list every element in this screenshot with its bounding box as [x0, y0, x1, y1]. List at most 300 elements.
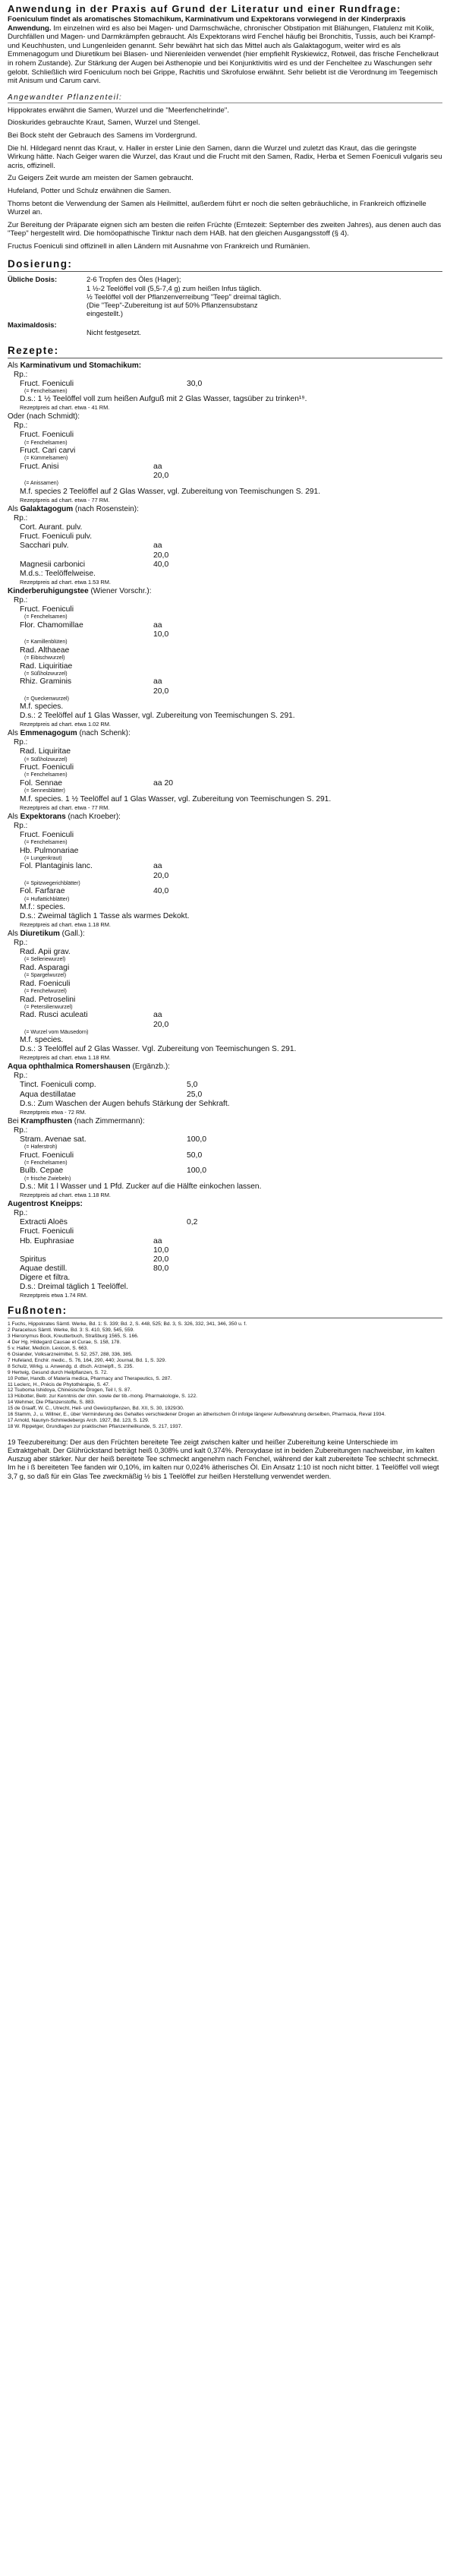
- ingredient-amount: [153, 996, 187, 1005]
- recipe-heading-bold: Karminativum und Stomachikum:: [20, 361, 142, 370]
- ingredient-row: [20, 431, 442, 440]
- ingredient-name: Aquae destill.: [20, 1264, 68, 1274]
- recipe-heading-post: (Gall.):: [59, 930, 85, 939]
- ingredient-quantity: [187, 646, 232, 655]
- ingredient-row: [20, 646, 442, 655]
- recipe-heading-pre: Als: [8, 505, 20, 514]
- ingredient-row: [20, 551, 442, 560]
- ingredient-row: [20, 523, 442, 532]
- ingredient-name: Stram. Avenae sat.: [20, 1135, 87, 1144]
- ingredient-quantity: [187, 447, 232, 456]
- recipe-heading-pre: Als: [8, 930, 20, 939]
- ingredient-name: [20, 630, 153, 639]
- ingredient-row: [20, 630, 442, 639]
- ingredient-name: Tinct. Foeniculi comp.: [20, 1081, 96, 1090]
- footnote: 8 Schulz, Wirkg. u. Anwendg. d. dtsch. Arzneipfl., S. 235.: [8, 1363, 134, 1369]
- footnote: 7 Hufeland, Enchir. medic., S. 76, 164, 290, 440; Journal, Bd. 1, S. 329.: [8, 1357, 166, 1363]
- recipe-heading: [8, 729, 442, 738]
- ingredient-name: Rad. Petroselini: [20, 995, 76, 1004]
- footnote: 9 Hertwig, Gesund durch Heilpflanzen, S. 72.: [8, 1369, 108, 1375]
- ingredient-row: [20, 1255, 442, 1264]
- uses-paragraph: Dioskurides gebrauchte Kraut, Samen, Wurzel und Stengel.: [8, 118, 200, 128]
- ingredient-amount: aa: [153, 620, 162, 630]
- ingredient-amount: [153, 662, 187, 671]
- dosage-usual-line: eingestellt.): [87, 309, 123, 318]
- dosage-usual-line: ½ Teelöffel voll der Pflanzenverreibung "Teep" dreimal täglich.: [87, 292, 282, 301]
- ingredient-name: Spiritus: [20, 1255, 46, 1264]
- ingredient-row: [20, 1227, 442, 1236]
- ingredient-name: Rad. Althaeae: [20, 646, 70, 655]
- recipe-heading-bold: Aqua ophthalmica Romershausen: [8, 1062, 131, 1072]
- ingredient-amount: [153, 1166, 187, 1176]
- ingredient-name: [20, 872, 153, 881]
- ingredient-note: (= Kamillenblüten): [24, 639, 68, 646]
- footnote: 1 Fuchs, Hippokrates Sämtl. Werke, Bd. 1: S. 339; Bd. 2, S. 448, 525; Bd. 3, S. 326, 332, 341, 346, 350 u. f.: [8, 1321, 247, 1327]
- ingredient-amount: [153, 1218, 187, 1227]
- ingredient-amount: aa: [153, 541, 162, 551]
- ingredient-quantity: [187, 747, 232, 756]
- recipe-instruction: D.s.: Mit 1 l Wasser und 1 Pfd. Zucker auf die Hälfte einkochen lassen.: [20, 1182, 262, 1192]
- ingredient-row: [20, 996, 442, 1005]
- recipe-heading-bold: Diuretikum: [20, 930, 60, 939]
- ingredient-quantity: [187, 560, 232, 570]
- ingredient-name: Fruct. Foeniculi: [20, 431, 74, 440]
- ingredient-row: [20, 1081, 442, 1090]
- ingredient-quantity: 25,0: [187, 1090, 203, 1099]
- ingredient-quantity: [187, 1011, 232, 1020]
- ingredient-amount: 10,0: [153, 1245, 169, 1255]
- recipe-heading: [8, 505, 442, 514]
- ingredient-amount: [153, 763, 187, 772]
- ingredient-quantity: [187, 677, 232, 687]
- dosage-max-value: Nicht festgesetzt.: [87, 328, 141, 337]
- recipe-instruction: M.f. species.: [20, 702, 64, 712]
- recipe-price: Rezeptpreis ad chart. etwa - 77 RM.: [20, 803, 110, 811]
- ingredient-row: [20, 677, 442, 687]
- recipe-heading-bold: Emmenagogum: [20, 729, 77, 738]
- ingredient-note: (= Kümmelsamen): [24, 456, 68, 462]
- uses-list: [8, 106, 442, 251]
- recipe-price: Rezeptpreis ad chart. etwa - 41 RM.: [20, 404, 110, 412]
- ingredient-quantity: 30,0: [187, 379, 203, 388]
- footnote-19-paragraph: 19 Teezubereitung: Der aus den Früchten bereitete Tee zeigt zwischen kalter und heißer Zubereitung keine Unterschiede im Extraktgehalt. Der Glührückstand beträgt heiß 0,308% und kalt 0,374%. Peroxydase ist in beiden Zubereitungen nachweisbar, im kalten Auszug aber stärker. Nur der heiß bereitete Tee schmeckt angenehm nach Fenchel, während der kalt zubereitete Tee schlecht schmeckt. Im he i ß bereiteten Tee fanden wir 0,10%, im kalten nur 0,024% ätherisches Öl. Ein Ansatz 1:10 ist noch nicht bitter. 1 Teelöffel voll wiegt 3,7 g, so daß für ein Glas Tee zweckmäßig ½ bis 1 Teelöffel zur heißen Herstellung verwendet werden.: [8, 1437, 439, 1480]
- ingredient-note: (= Süßholzwurzel): [24, 756, 68, 762]
- footnote: 3 Hieronymus Bock, Kreutterbuch, Straßburg 1565, S. 166.: [8, 1334, 139, 1340]
- ingredient-row: [20, 964, 442, 973]
- ingredient-row: [20, 1264, 442, 1274]
- recipe-heading-bold: Expektorans: [20, 812, 66, 821]
- recipe-rp: Rp.:: [14, 1072, 28, 1081]
- ingredient-row: [20, 948, 442, 957]
- ingredient-amount: [153, 1227, 187, 1236]
- ingredient-name: Flor. Chamomillae: [20, 620, 83, 630]
- ingredient-name: Rad. Apii grav.: [20, 948, 71, 957]
- ingredient-name: Rad. Foeniculi: [20, 979, 71, 988]
- ingredient-note: (= Spitzwegerichblätter): [24, 880, 80, 886]
- ingredient-name: Rhiz. Graminis: [20, 677, 72, 687]
- ingredient-row: [20, 1151, 442, 1160]
- ingredient-note: (= Eibischwurzel): [24, 655, 65, 661]
- ingredient-row: [20, 621, 442, 630]
- recipes-list: [8, 361, 442, 1299]
- recipe-block: [8, 1200, 442, 1299]
- uses-paragraph: Thoms betont die Verwendung der Samen als Heilmittel, außerdem führt er noch die selten gebräuchliche, in Frankreich offizinelle Wurzel an.: [8, 199, 426, 217]
- recipe-instruction: D.s.: 1 ½ Teelöffel voll zum heißen Aufguß mit 2 Glas Wasser, tagsüber zu trinken¹⁹.: [20, 395, 307, 404]
- dosage-heading: Dosierung:: [8, 258, 442, 272]
- ingredient-quantity: [187, 687, 232, 696]
- ingredient-amount: [153, 964, 187, 973]
- ingredient-note: (= Queckenwurzel): [24, 696, 69, 702]
- recipe-price: Rezeptpreis ad chart. etwa 1.18 RM.: [20, 921, 111, 929]
- recipe-heading-pre: Oder (nach Schmidt):: [8, 412, 80, 421]
- ingredient-quantity: [187, 462, 232, 472]
- ingredient-note: (= Spargelwurzel): [24, 973, 67, 979]
- recipe-instruction: M.d.s.: Teelöffelweise.: [20, 570, 96, 579]
- recipe-instruction: M.f.: species.: [20, 903, 66, 912]
- document-title: Anwendung in der Praxis auf Grund der Literatur und einer Rundfrage:: [8, 3, 401, 14]
- ingredient-quantity: [187, 847, 232, 856]
- ingredient-quantity: [187, 1246, 232, 1255]
- ingredient-amount: 40,0: [153, 887, 169, 896]
- recipe-block: [8, 729, 442, 810]
- recipe-instruction: D.s.: 3 Teelöffel auf 2 Glas Wasser. Vgl. Zubereitung von Teemischungen S. 291.: [20, 1045, 297, 1054]
- ingredient-row: [20, 1011, 442, 1020]
- ingredient-name: Rad. Rusci aculeati: [20, 1011, 88, 1020]
- footnote: 18 W. Rippetger, Grundlagen zur praktischen Pflanzenheilkunde, S. 217, 1937.: [8, 1423, 183, 1429]
- ingredient-quantity: 5,0: [187, 1081, 198, 1090]
- ingredient-row: [20, 1166, 442, 1176]
- ingredient-row: [20, 605, 442, 614]
- recipe-price: Rezeptpreis etwa - 72 RM.: [20, 1108, 87, 1116]
- dosage-usual-line: 1 ½-2 Teelöffel voll (5,5-7,4 g) zum heißen Infus täglich.: [87, 283, 262, 292]
- ingredient-amount: [153, 1135, 187, 1144]
- ingredient-name: Rad. Asparagi: [20, 964, 70, 973]
- footnote: 10 Potter, Handb. of Materia medica, Pharmacy and Therapeutics, S. 287.: [8, 1375, 172, 1381]
- ingredient-amount: aa: [153, 862, 162, 871]
- ingredient-amount: [153, 1151, 187, 1160]
- recipe-heading: [8, 813, 442, 822]
- ingredient-row: [20, 447, 442, 456]
- ingredient-quantity: 50,0: [187, 1151, 203, 1160]
- ingredient-quantity: [187, 1264, 232, 1274]
- ingredient-name: Fruct. Foeniculi: [20, 605, 74, 614]
- ingredient-name: Magnesii carbonici: [20, 560, 86, 569]
- ingredient-amount: [153, 431, 187, 440]
- ingredient-amount: 20,0: [153, 1255, 169, 1264]
- ingredient-quantity: [187, 948, 232, 957]
- ingredient-amount: [153, 380, 187, 389]
- ingredient-amount: 20,0: [153, 871, 169, 880]
- ingredient-note: (= Selleriewurzel): [24, 957, 66, 963]
- ingredient-quantity: [187, 996, 232, 1005]
- recipe-instruction: M.f. species 2 Teelöffel auf 2 Glas Wasser, vgl. Zubereitung von Teemischungen S. 291.: [20, 488, 321, 497]
- ingredient-row: [20, 847, 442, 856]
- ingredient-amount: aa: [153, 462, 162, 472]
- ingredient-name: Fruct. Foeniculi: [20, 830, 74, 839]
- ingredient-row: [20, 1021, 442, 1030]
- recipe-rp: Rp.:: [14, 821, 28, 830]
- ingredient-quantity: [187, 1255, 232, 1264]
- recipe-rp: Rp.:: [14, 1125, 28, 1135]
- ingredient-name: [20, 551, 153, 560]
- ingredient-row: [20, 779, 442, 788]
- recipe-heading-pre: Als: [8, 729, 20, 738]
- ingredient-name: Fruct. Foeniculi: [20, 379, 74, 388]
- dosage-usual-line: (Die "Teep"-Zubereitung ist auf 50% Pflanzensubstanz: [87, 301, 258, 310]
- ingredient-row: [20, 980, 442, 989]
- recipe-heading-post: (Wiener Vorschr.):: [88, 587, 152, 596]
- ingredient-row: [20, 541, 442, 551]
- recipe-heading-post: (nach Zimmermann):: [72, 1116, 145, 1125]
- ingredient-row: [20, 831, 442, 840]
- uses-heading: Angewandter Pflanzenteil:: [8, 93, 442, 103]
- uses-paragraph: Hufeland, Potter und Schulz erwähnen die Samen.: [8, 186, 172, 195]
- footnote: 2 Paracelsus Sämtl. Werke, Bd. 3: S. 410, 539, 545, 559.: [8, 1327, 135, 1334]
- ingredient-row: [20, 380, 442, 389]
- ingredient-name: Extracti Aloës: [20, 1218, 68, 1227]
- ingredient-name: Sacchari pulv.: [20, 541, 69, 551]
- recipe-price: Rezeptpreis etwa 1.74 RM.: [20, 1292, 88, 1299]
- ingredient-quantity: [187, 662, 232, 671]
- recipe-instruction: M.f. species.: [20, 1036, 64, 1045]
- ingredient-quantity: [187, 523, 232, 532]
- ingredient-note: (= Fenchelsamen): [24, 772, 68, 778]
- uses-paragraph: Zur Bereitung der Präparate eignen sich am besten die reifen Früchte (Erntezeit: September des zweiten Jahres), aus denen auch das "Teep" hergestellt wird. Die homöopathische Tinktur nach dem HAB. hat den gleichen Ausgangsstoff (§ 4).: [8, 220, 442, 238]
- ingredient-amount: 20,0: [153, 687, 169, 696]
- ingredient-amount: 20,0: [153, 551, 169, 560]
- recipe-block: [8, 930, 442, 1061]
- recipe-price: Rezeptpreis ad chart. etwa 1.18 RM.: [20, 1192, 111, 1199]
- ingredient-quantity: [187, 887, 232, 896]
- ingredient-quantity: [187, 763, 232, 772]
- ingredient-amount: [153, 747, 187, 756]
- footnote: 13 Hübotter, Beitr. zur Kenntnis der chin. sowie der tib.-mong. Pharmakologie, S. 122.: [8, 1394, 197, 1400]
- ingredient-amount: aa: [153, 1011, 162, 1020]
- ingredient-name: Fruct. Anisi: [20, 462, 59, 472]
- recipe-heading: [8, 1200, 442, 1209]
- ingredient-quantity: [187, 630, 232, 639]
- ingredient-row: [20, 747, 442, 756]
- ingredient-row: [20, 472, 442, 481]
- ingredient-note: (= frische Zwiebeln): [24, 1176, 71, 1182]
- ingredient-quantity: [187, 621, 232, 630]
- recipe-heading: [8, 930, 442, 939]
- ingredient-row: [20, 862, 442, 871]
- ingredient-amount: [153, 1091, 187, 1100]
- recipe-block: [8, 412, 442, 504]
- ingredient-note: (= Fenchelsamen): [24, 840, 68, 846]
- ingredient-note: (= Haferstroh): [24, 1144, 58, 1151]
- recipes-heading: Rezepte:: [8, 345, 442, 358]
- ingredient-name: Fruct. Foeniculi: [20, 1227, 74, 1236]
- ingredient-note: (= Fenchelsamen): [24, 440, 68, 446]
- recipe-heading-post: (Ergänzb.):: [130, 1062, 170, 1072]
- recipe-price: Rezeptpreis ad chart. etwa - 77 RM.: [20, 497, 110, 504]
- ingredient-note: (= Süßholzwurzel): [24, 671, 68, 677]
- footnotes-list: [8, 1321, 442, 1429]
- ingredient-note: (= Sennesblätter): [24, 788, 65, 794]
- uses-paragraph: Die hl. Hildegard nennt das Kraut, v. Haller in erster Linie den Samen, dann die Wurzel und zuletzt das Kraut, das die geringste Wirkung hätte. Nach Geiger waren die Wurzel, das Kraut und die Frucht mit den Samen, Radix, Herba et Semen Foeniculi vulgaris seu acris, offizinell.: [8, 144, 442, 170]
- ingredient-amount: 40,0: [153, 560, 169, 569]
- ingredient-name: Hb. Pulmonariae: [20, 846, 79, 855]
- recipe-rp: Rp.:: [14, 421, 28, 431]
- recipe-rp: Rp.:: [14, 514, 28, 523]
- ingredient-note: (= Fenchelsamen): [24, 388, 68, 394]
- intro-lead: Foeniculum findet als aromatisches Stomachikum, Karminativum und Expektorans vorwiegend in der Kinderpraxis Anwendung.: [8, 15, 406, 33]
- ingredient-row: [20, 662, 442, 671]
- ingredient-name: Rad. Liquiritae: [20, 747, 71, 756]
- ingredient-row: [20, 1218, 442, 1227]
- ingredient-name: Fruct. Foeniculi: [20, 1151, 74, 1160]
- ingredient-note: (= Wurzel vom Mäusedorn): [24, 1029, 89, 1035]
- uses-paragraph: Bei Bock steht der Gebrauch des Samens im Vordergrund.: [8, 131, 197, 140]
- recipe-block: [8, 361, 442, 412]
- ingredient-amount: [153, 980, 187, 989]
- ingredient-quantity: [187, 964, 232, 973]
- recipe-instruction: D.s.: Dreimal täglich 1 Teelöffel.: [20, 1283, 128, 1292]
- recipe-instruction: M.f. species. 1 ½ Teelöffel auf 1 Glas Wasser, vgl. Zubereitung von Teemischungen S. 291.: [20, 794, 332, 803]
- recipe-block: [8, 813, 442, 928]
- ingredient-name: Rad. Liquiritiae: [20, 661, 73, 671]
- ingredient-name: [20, 472, 153, 481]
- footnote: 15 de Graaff, W. C., Utrecht, Heil- und Gewürzpflanzen, Bd. XII, S. 30, 1929/30.: [8, 1406, 184, 1412]
- footnote: 4 Der Hg. Hildegard Causae et Curae, S. 158, 178.: [8, 1340, 121, 1346]
- ingredient-amount: 10,0: [153, 630, 169, 639]
- ingredient-note: (= Lungenkraut): [24, 855, 62, 861]
- ingredient-row: [20, 1091, 442, 1100]
- ingredient-quantity: [187, 1021, 232, 1030]
- ingredient-note: (= Petersilienwurzel): [24, 1004, 73, 1010]
- intro-body: Im einzelnen wird es also bei Magen- und Darmschwäche, chronischer Obstipation mit Blähungen, Flatulenz mit Kolik, Durchfällen und Magen- und Darmkrämpfen gebraucht. Als Expektorans wird Fenchel häufig bei Bronchitis, Tussis, auch bei Krampf- und Keuchhusten, und Lungenleiden genannt. Sehr bewährt hat sich das Mittel auch als Galaktagogum, weiter wird es als Emmenagogum und Diuretikum bei Blasen- und Nierenleiden verwendet (hier empfiehlt Ryskiewicz, Rotweil, das frische Fenchelkraut in rohem Zustande). Zur Stärkung der Augen bei Asthenopie und bei Konjunktivitis wird es und der Fencheltee zu Waschungen sehr gelobt. Schließlich wird Foeniculum noch bei Grippe, Rachitis und Skrofulose erwähnt. Sehr beliebt ist die Verordnung im Teegemisch mit Anisum und Carum carvi.: [8, 24, 439, 86]
- ingredient-note: (= Fenchelsamen): [24, 1160, 68, 1166]
- ingredient-amount: [153, 1081, 187, 1090]
- uses-paragraph: Fructus Foeniculi sind offizinell in allen Ländern mit Ausnahme von Frankreich und Rumänien.: [8, 242, 310, 251]
- recipe-rp: Rp.:: [14, 370, 28, 379]
- intro-paragraph: [8, 15, 442, 86]
- footnote: 16 Stamm, J., u. Willner, E., über Verminderung des Gehaltes verschiedener Drogen an ätherischem Öl infolge längerer Aufbewahrung derselben, Pharmacia, Reval 1934.: [8, 1412, 386, 1418]
- recipe-block: [8, 505, 442, 586]
- ingredient-name: [20, 687, 153, 696]
- ingredient-quantity: [187, 551, 232, 560]
- recipe-block: [8, 587, 442, 728]
- ingredient-name: Aqua destillatae: [20, 1090, 76, 1099]
- recipe-instruction: Digere et filtra.: [20, 1274, 71, 1283]
- ingredient-amount: 20,0: [153, 1020, 169, 1029]
- recipe-price: Rezeptpreis ad chart. etwa 1.53 RM.: [20, 579, 111, 586]
- ingredient-note: (= Anissamen): [24, 481, 58, 487]
- ingredient-name: Cort. Aurant. pulv.: [20, 523, 83, 532]
- dosage-usual-value: [87, 275, 442, 317]
- ingredient-row: [20, 872, 442, 881]
- ingredient-amount: [153, 948, 187, 957]
- ingredient-amount: [153, 532, 187, 541]
- recipe-rp: Rp.:: [14, 596, 28, 605]
- ingredient-quantity: [187, 431, 232, 440]
- ingredient-amount: 20,0: [153, 472, 169, 481]
- ingredient-name: Fol. Sennae: [20, 779, 63, 788]
- ingredient-note: (= Fenchelwurzel): [24, 989, 67, 995]
- ingredient-quantity: [187, 541, 232, 551]
- footnote: 5 v. Haller, Medicin. Lexicon, S. 663.: [8, 1346, 89, 1352]
- uses-paragraph: Zu Geigers Zeit wurde am meisten der Samen gebraucht.: [8, 174, 194, 183]
- uses-paragraph: Hippokrates erwähnt die Samen, Wurzel und die "Meerfenchelrinde".: [8, 106, 229, 115]
- ingredient-row: [20, 532, 442, 541]
- ingredient-row: [20, 887, 442, 896]
- ingredient-name: Fruct. Foeniculi pulv.: [20, 532, 93, 541]
- ingredient-name: Fruct. Foeniculi: [20, 763, 74, 772]
- dosage-max-row: [8, 320, 442, 336]
- ingredient-name: Fol. Plantaginis lanc.: [20, 862, 93, 871]
- footnote: 11 Leclerc, H., Précis de Phytothérapie, S. 47.: [8, 1381, 110, 1387]
- recipe-instruction: D.s.: Zum Waschen der Augen behufs Stärkung der Sehkraft.: [20, 1099, 230, 1108]
- ingredient-amount: aa: [153, 677, 162, 687]
- recipe-block: [8, 1062, 442, 1115]
- ingredient-amount: [153, 831, 187, 840]
- recipe-rp: Rp.:: [14, 939, 28, 948]
- recipe-instruction: D.s.: Zweimal täglich 1 Tasse als warmes Dekokt.: [20, 912, 190, 921]
- recipe-block: [8, 1117, 442, 1198]
- ingredient-quantity: [187, 831, 232, 840]
- footnote: 12 Tsuboma Ishidoya, Chinesische Drogen, Teil I, S. 87.: [8, 1387, 132, 1394]
- ingredient-amount: aa 20: [153, 779, 174, 788]
- ingredient-quantity: [187, 1227, 232, 1236]
- recipe-price: Rezeptpreis ad chart. etwa 1.18 RM.: [20, 1054, 111, 1062]
- ingredient-amount: [153, 447, 187, 456]
- footnotes-heading: Fußnoten:: [8, 1305, 442, 1318]
- ingredient-quantity: [187, 872, 232, 881]
- recipe-heading-post: (nach Schenk):: [77, 729, 131, 738]
- recipe-price: Rezeptpreis ad chart. etwa 1.02 RM.: [20, 721, 111, 728]
- recipe-heading-pre: Als: [8, 361, 20, 370]
- recipe-rp: Rp.:: [14, 1209, 28, 1218]
- ingredient-name: Hb. Euphrasiae: [20, 1236, 74, 1245]
- recipe-heading: [8, 587, 442, 596]
- ingredient-quantity: 100,0: [187, 1135, 207, 1144]
- recipe-instruction: D.s.: 2 Teelöffel auf 1 Glas Wasser, vgl. Zubereitung von Teemischungen S. 291.: [20, 712, 295, 721]
- ingredient-quantity: [187, 605, 232, 614]
- recipe-heading: [8, 1062, 442, 1072]
- ingredient-name: [20, 1021, 153, 1030]
- recipe-heading-bold: Galaktagogum: [20, 505, 74, 514]
- ingredient-amount: [153, 605, 187, 614]
- ingredient-name: Bulb. Cepae: [20, 1166, 64, 1176]
- recipe-heading-post: (nach Rosenstein):: [73, 505, 139, 514]
- ingredient-quantity: [187, 779, 232, 788]
- ingredient-amount: 80,0: [153, 1264, 169, 1274]
- dosage-usual-line: 2-6 Tropfen des Öles (Hager);: [87, 275, 181, 284]
- recipe-heading: [8, 412, 442, 421]
- ingredient-row: [20, 1246, 442, 1255]
- ingredient-quantity: 100,0: [187, 1166, 207, 1176]
- ingredient-amount: aa: [153, 1236, 162, 1245]
- ingredient-note: (= Huflattichblätter): [24, 896, 70, 902]
- recipe-heading-bold: Kinderberuhigungstee: [8, 587, 89, 596]
- ingredient-quantity: [187, 472, 232, 481]
- footnote: 6 Osiander, Volksarzneimittel, S. 52, 257, 288, 336, 385.: [8, 1352, 133, 1357]
- ingredient-name: Fol. Farfarae: [20, 887, 65, 896]
- recipe-heading-bold: Augentrost Kneipps:: [8, 1200, 83, 1209]
- ingredient-quantity: [187, 532, 232, 541]
- ingredient-row: [20, 462, 442, 472]
- recipe-heading-post: (nach Kroeber):: [65, 812, 121, 821]
- ingredient-row: [20, 560, 442, 570]
- ingredient-name: Fruct. Cari carvi: [20, 447, 76, 456]
- ingredient-row: [20, 1237, 442, 1246]
- ingredient-amount: [153, 523, 187, 532]
- recipe-heading-bold: Krampfhusten: [20, 1116, 73, 1125]
- dosage-usual-label: Übliche Dosis:: [8, 275, 58, 284]
- ingredient-row: [20, 763, 442, 772]
